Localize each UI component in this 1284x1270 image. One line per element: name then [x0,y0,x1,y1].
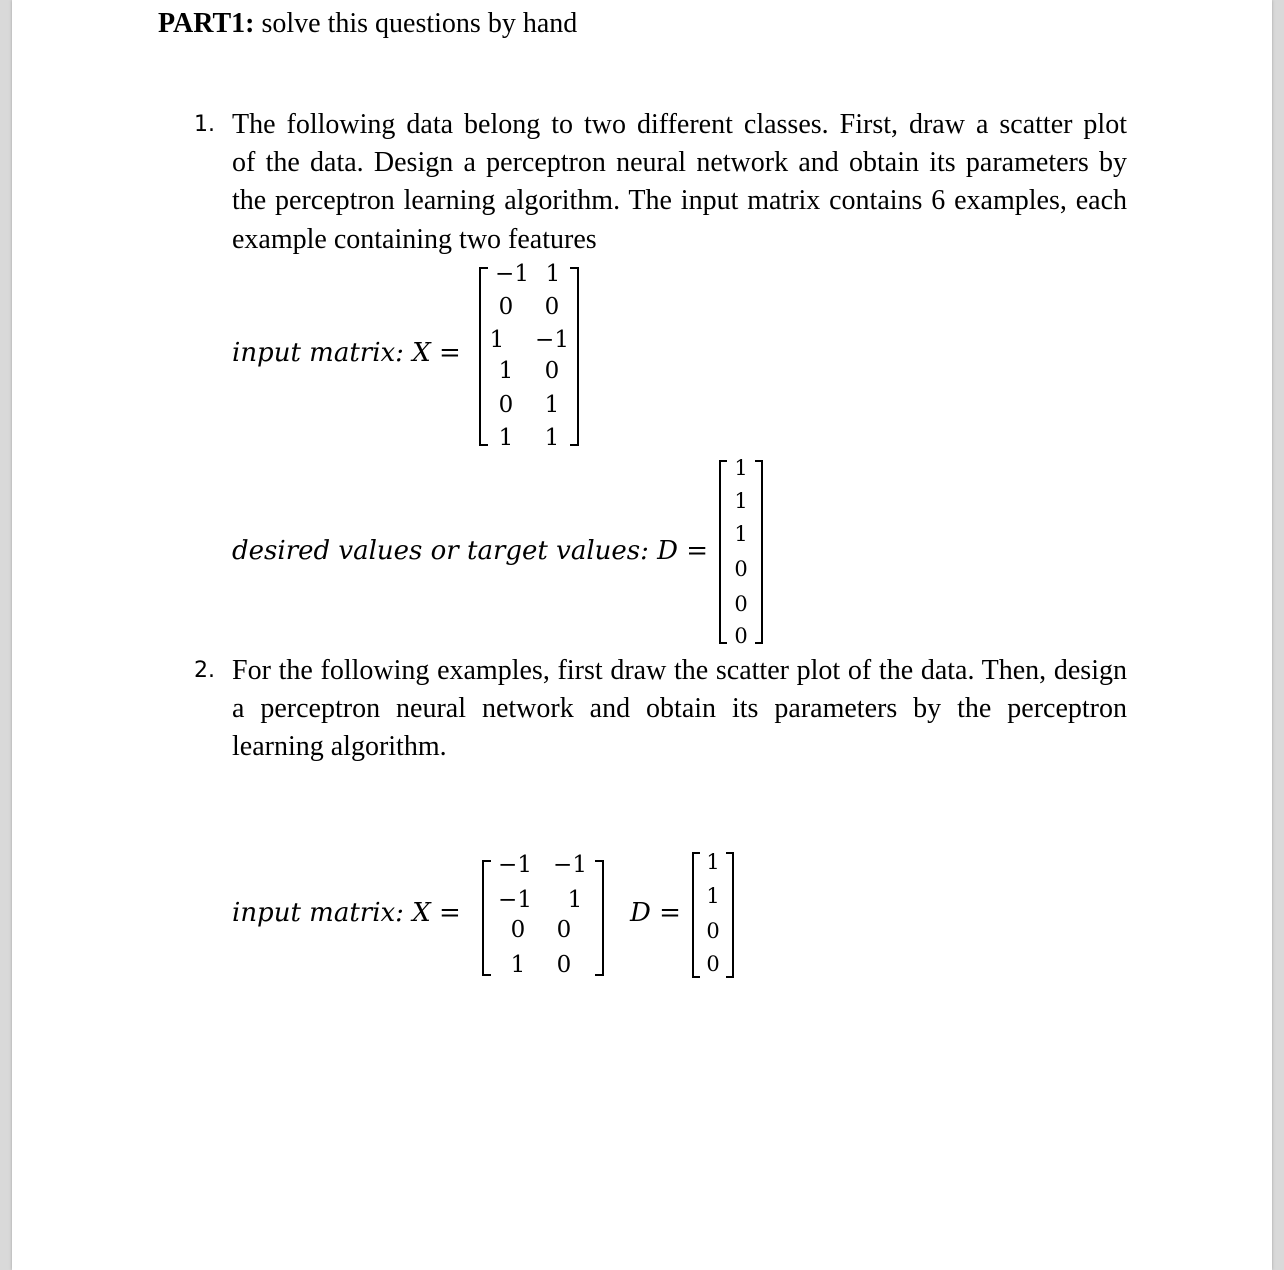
matrix-left-bracket [482,860,491,976]
question-2-line: For the following examples, first draw the scatter plot of the data. Then, design [232,655,1127,686]
q1-equals: = [438,338,461,368]
vector-cell: 0 [734,557,748,581]
question-2-line: learning algorithm. [232,731,447,763]
question-2-line: a perceptron neural network and obtain its parameters by the perceptron [232,693,1127,725]
question-1-line: The following data belong to two different classes. First, draw a scatter plot [232,109,1127,140]
q2-input-var: X [412,898,431,928]
question-2-number: 2. [194,658,215,683]
matrix-cell: 1 [567,887,583,913]
matrix-right-bracket [570,267,579,446]
q1-target-label: desired values or target values: [232,536,649,566]
question-2-text [232,652,1127,767]
vector-cell: 1 [734,489,748,513]
matrix-cell: 0 [510,917,526,943]
q2-target-equals: = [659,898,681,928]
matrix-cell: 1 [498,425,514,451]
matrix-cell: 1 [545,261,561,287]
matrix-cell: 0 [556,952,572,978]
matrix-cell: 1 [544,425,560,451]
vector-cell: 0 [734,624,748,648]
q2-target-label-group [630,898,681,928]
matrix-cell: −1 [535,327,569,353]
matrix-cell: 1 [498,358,514,384]
matrix-cell: 0 [544,294,560,320]
matrix-cell: −1 [553,852,587,878]
vector-cell: 0 [734,592,748,616]
matrix-cell: 0 [498,294,514,320]
q1-target-label-group [232,536,708,566]
q1-input-var: X [412,338,431,368]
heading-bold: PART1: [158,8,255,39]
vector-cell: 1 [706,884,720,908]
q2-target-var: D [630,898,651,928]
matrix-cell: −1 [495,261,529,287]
q1-target-var: D [657,536,678,566]
matrix-cell: 0 [544,358,560,384]
question-1-line: of the data. Design a perceptron neural network and obtain its parameters by [232,147,1127,179]
vector-cell: 1 [734,522,748,546]
question-1-line: example containing two features [232,223,597,255]
matrix-cell: 0 [556,917,572,943]
q1-input-matrix-label [232,338,461,368]
vector-cell: 0 [706,919,720,943]
q2-input-label: input matrix: [232,898,404,928]
matrix-right-bracket [595,860,604,976]
matrix-left-bracket [479,267,488,446]
page-heading [158,8,577,40]
matrix-cell: 1 [510,952,526,978]
matrix-cell: 1 [489,327,505,353]
matrix-cell: −1 [498,887,532,913]
vector-left-bracket [719,460,727,644]
heading-text: solve this questions by hand [254,8,578,39]
matrix-cell: −1 [498,852,532,878]
vector-cell: 1 [734,456,748,480]
vector-cell: 1 [706,850,720,874]
question-1-text [232,106,1127,259]
q2-equals: = [438,898,461,928]
matrix-cell: 1 [544,392,560,418]
vector-right-bracket [755,460,763,644]
question-1-number: 1. [194,112,215,137]
q1-target-equals: = [686,536,709,566]
q1-input-label: input matrix: [232,338,404,368]
vector-cell: 0 [706,952,720,976]
q2-input-matrix-label [232,898,461,928]
matrix-cell: 0 [498,392,514,418]
question-1-line: the perceptron learning algorithm. The input matrix contains 6 examples, each [232,185,1127,217]
document-page [12,0,1272,1270]
